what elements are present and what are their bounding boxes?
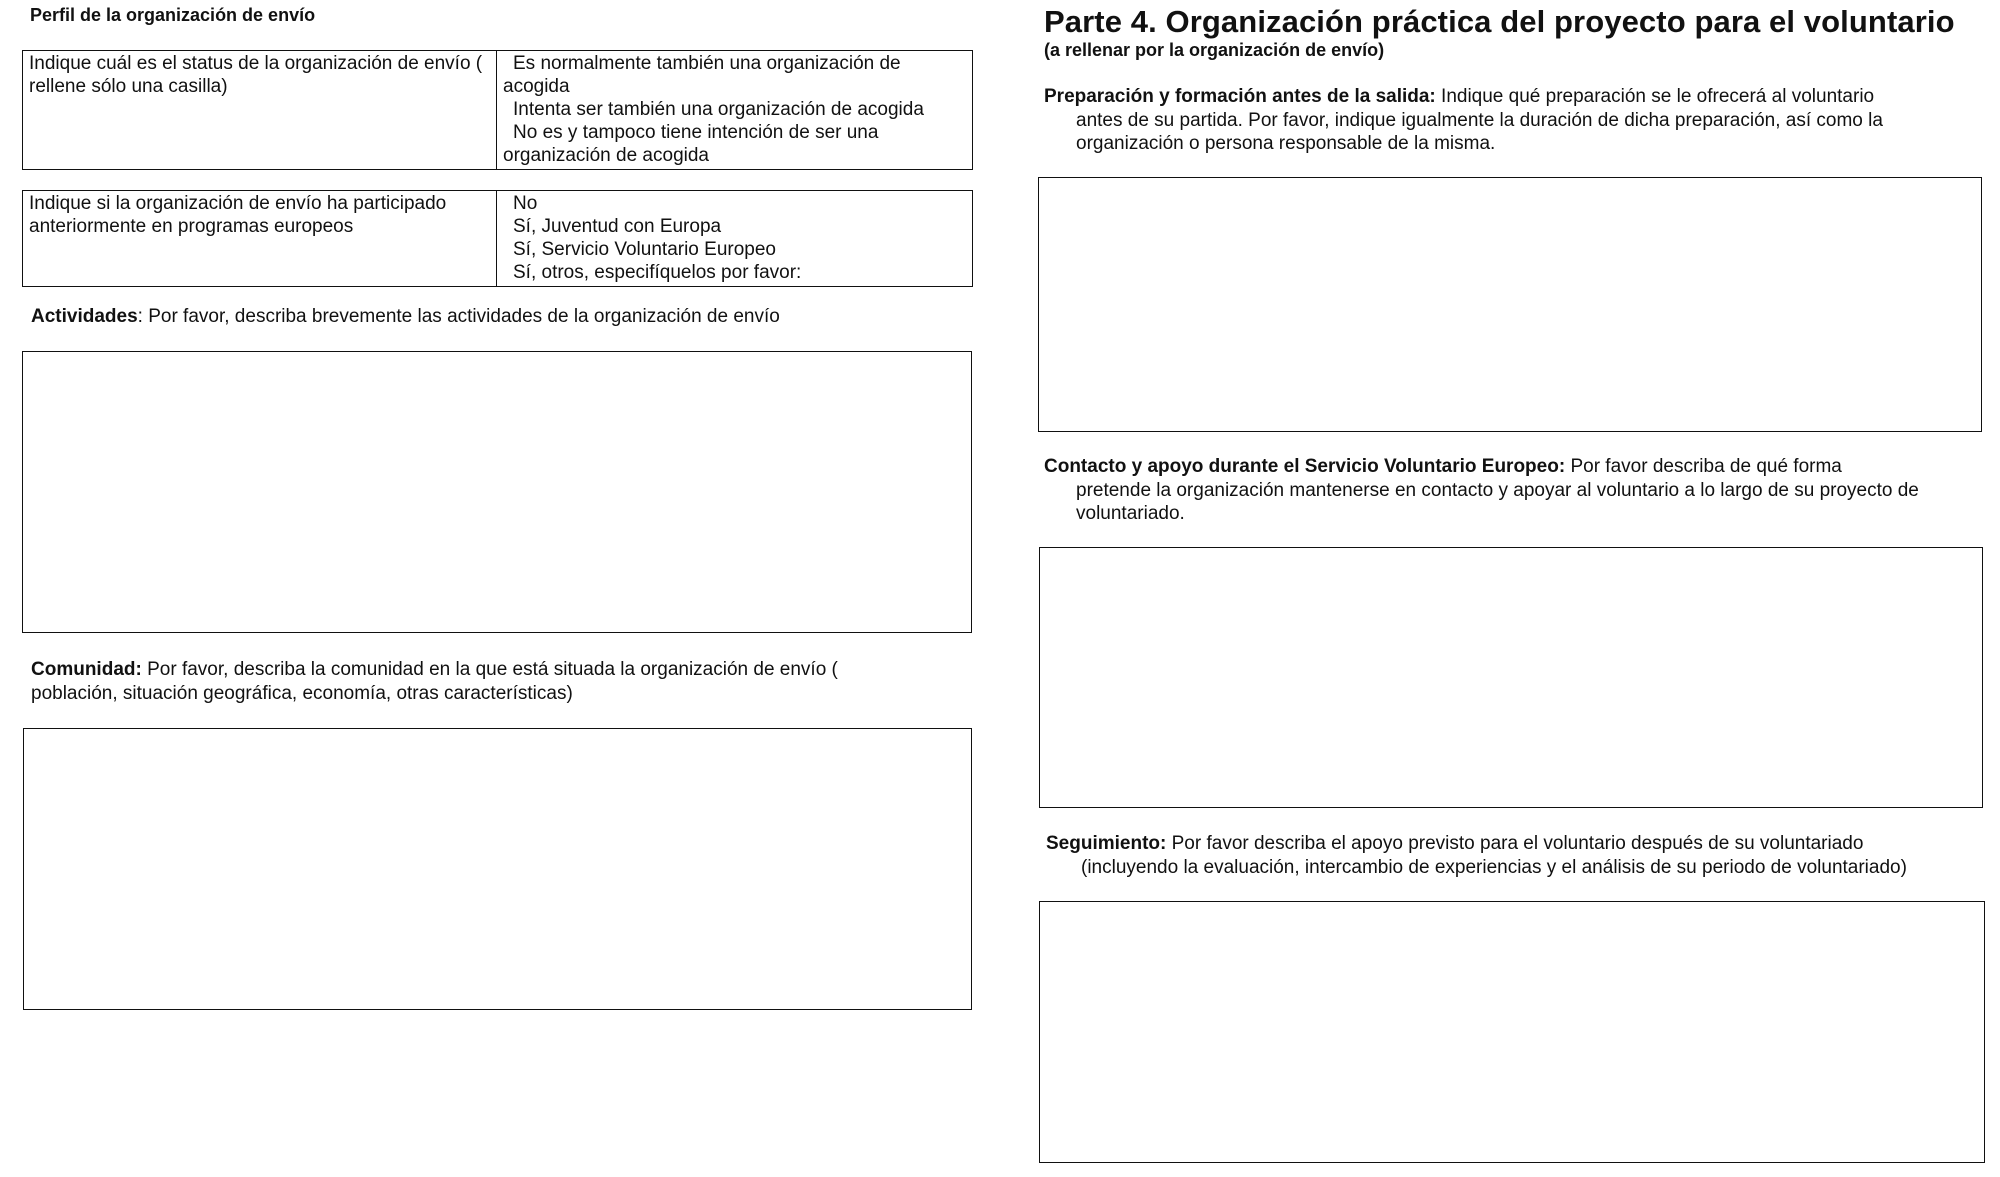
programs-option[interactable]: No bbox=[513, 193, 538, 214]
page-subtitle: (a rellenar por la organización de envío) bbox=[1044, 40, 1385, 60]
actividades-label: Actividades bbox=[31, 306, 138, 327]
programs-table bbox=[22, 190, 973, 287]
contacto-label: Contacto y apoyo durante el Servicio Voluntario Europeo: bbox=[1044, 456, 1566, 477]
comunidad-label: Comunidad: bbox=[31, 659, 142, 680]
preparacion-line2: antes de su partida. Por favor, indique igualmente la duración de dicha preparación, así como la bbox=[1076, 109, 1883, 131]
contacto-line3: voluntariado. bbox=[1076, 503, 1185, 524]
preparacion-line1: Indique qué preparación se le ofrecerá al voluntario bbox=[1435, 86, 1875, 107]
preparacion-line3: organización o persona responsable de la misma. bbox=[1076, 133, 1496, 154]
page-title: Parte 4. Organización práctica del proyecto para el voluntario bbox=[1044, 4, 1955, 39]
status-options bbox=[497, 51, 973, 170]
status-option[interactable]: Es normalmente también una organización de acogida bbox=[503, 53, 901, 97]
comunidad-input[interactable] bbox=[23, 728, 972, 1010]
comunidad-line1: Por favor, describa la comunidad en la que está situada la organización de envío ( bbox=[141, 659, 838, 680]
programs-option[interactable]: Sí, otros, especifíquelos por favor: bbox=[513, 262, 802, 283]
actividades-text: : Por favor, describa brevemente las actividades de la organización de envío bbox=[137, 306, 780, 327]
actividades-prompt bbox=[31, 305, 780, 329]
preparacion-label: Preparación y formación antes de la salida: bbox=[1044, 86, 1436, 107]
status-table bbox=[22, 50, 973, 170]
preparacion-prompt bbox=[1044, 85, 1964, 156]
actividades-input[interactable] bbox=[22, 351, 972, 633]
status-question: Indique cuál es el status de la organización de envío ( rellene sólo una casilla) bbox=[23, 51, 497, 170]
comunidad-line2: población, situación geográfica, economía, otras características) bbox=[31, 682, 573, 704]
status-option[interactable]: No es y tampoco tiene intención de ser una organización de acogida bbox=[503, 122, 879, 166]
seguimiento-line2: (incluyendo la evaluación, intercambio de experiencias y el análisis de su periodo de voluntariado) bbox=[1081, 856, 1907, 878]
preparacion-input[interactable] bbox=[1038, 177, 1982, 432]
section-title: Perfil de la organización de envío bbox=[30, 5, 316, 25]
seguimiento-prompt bbox=[1046, 832, 1986, 879]
programs-option[interactable]: Sí, Servicio Voluntario Europeo bbox=[513, 239, 776, 260]
comunidad-prompt bbox=[31, 658, 971, 705]
seguimiento-line1: Por favor describa el apoyo previsto para el voluntario después de su voluntariado bbox=[1166, 833, 1864, 854]
contacto-line2: pretende la organización mantenerse en contacto y apoyar al voluntario a lo largo de su proyecto de bbox=[1076, 479, 1919, 501]
seguimiento-input[interactable] bbox=[1039, 901, 1985, 1163]
contacto-line1: Por favor describa de qué forma bbox=[1565, 456, 1842, 477]
seguimiento-label: Seguimiento: bbox=[1046, 833, 1167, 854]
programs-option[interactable]: Sí, Juventud con Europa bbox=[513, 216, 722, 237]
programs-options bbox=[497, 191, 973, 287]
programs-question: Indique si la organización de envío ha participado anteriormente en programas europeos bbox=[23, 191, 497, 287]
contacto-input[interactable] bbox=[1039, 547, 1983, 808]
contacto-prompt bbox=[1044, 455, 1964, 526]
status-option[interactable]: Intenta ser también una organización de acogida bbox=[513, 99, 924, 120]
